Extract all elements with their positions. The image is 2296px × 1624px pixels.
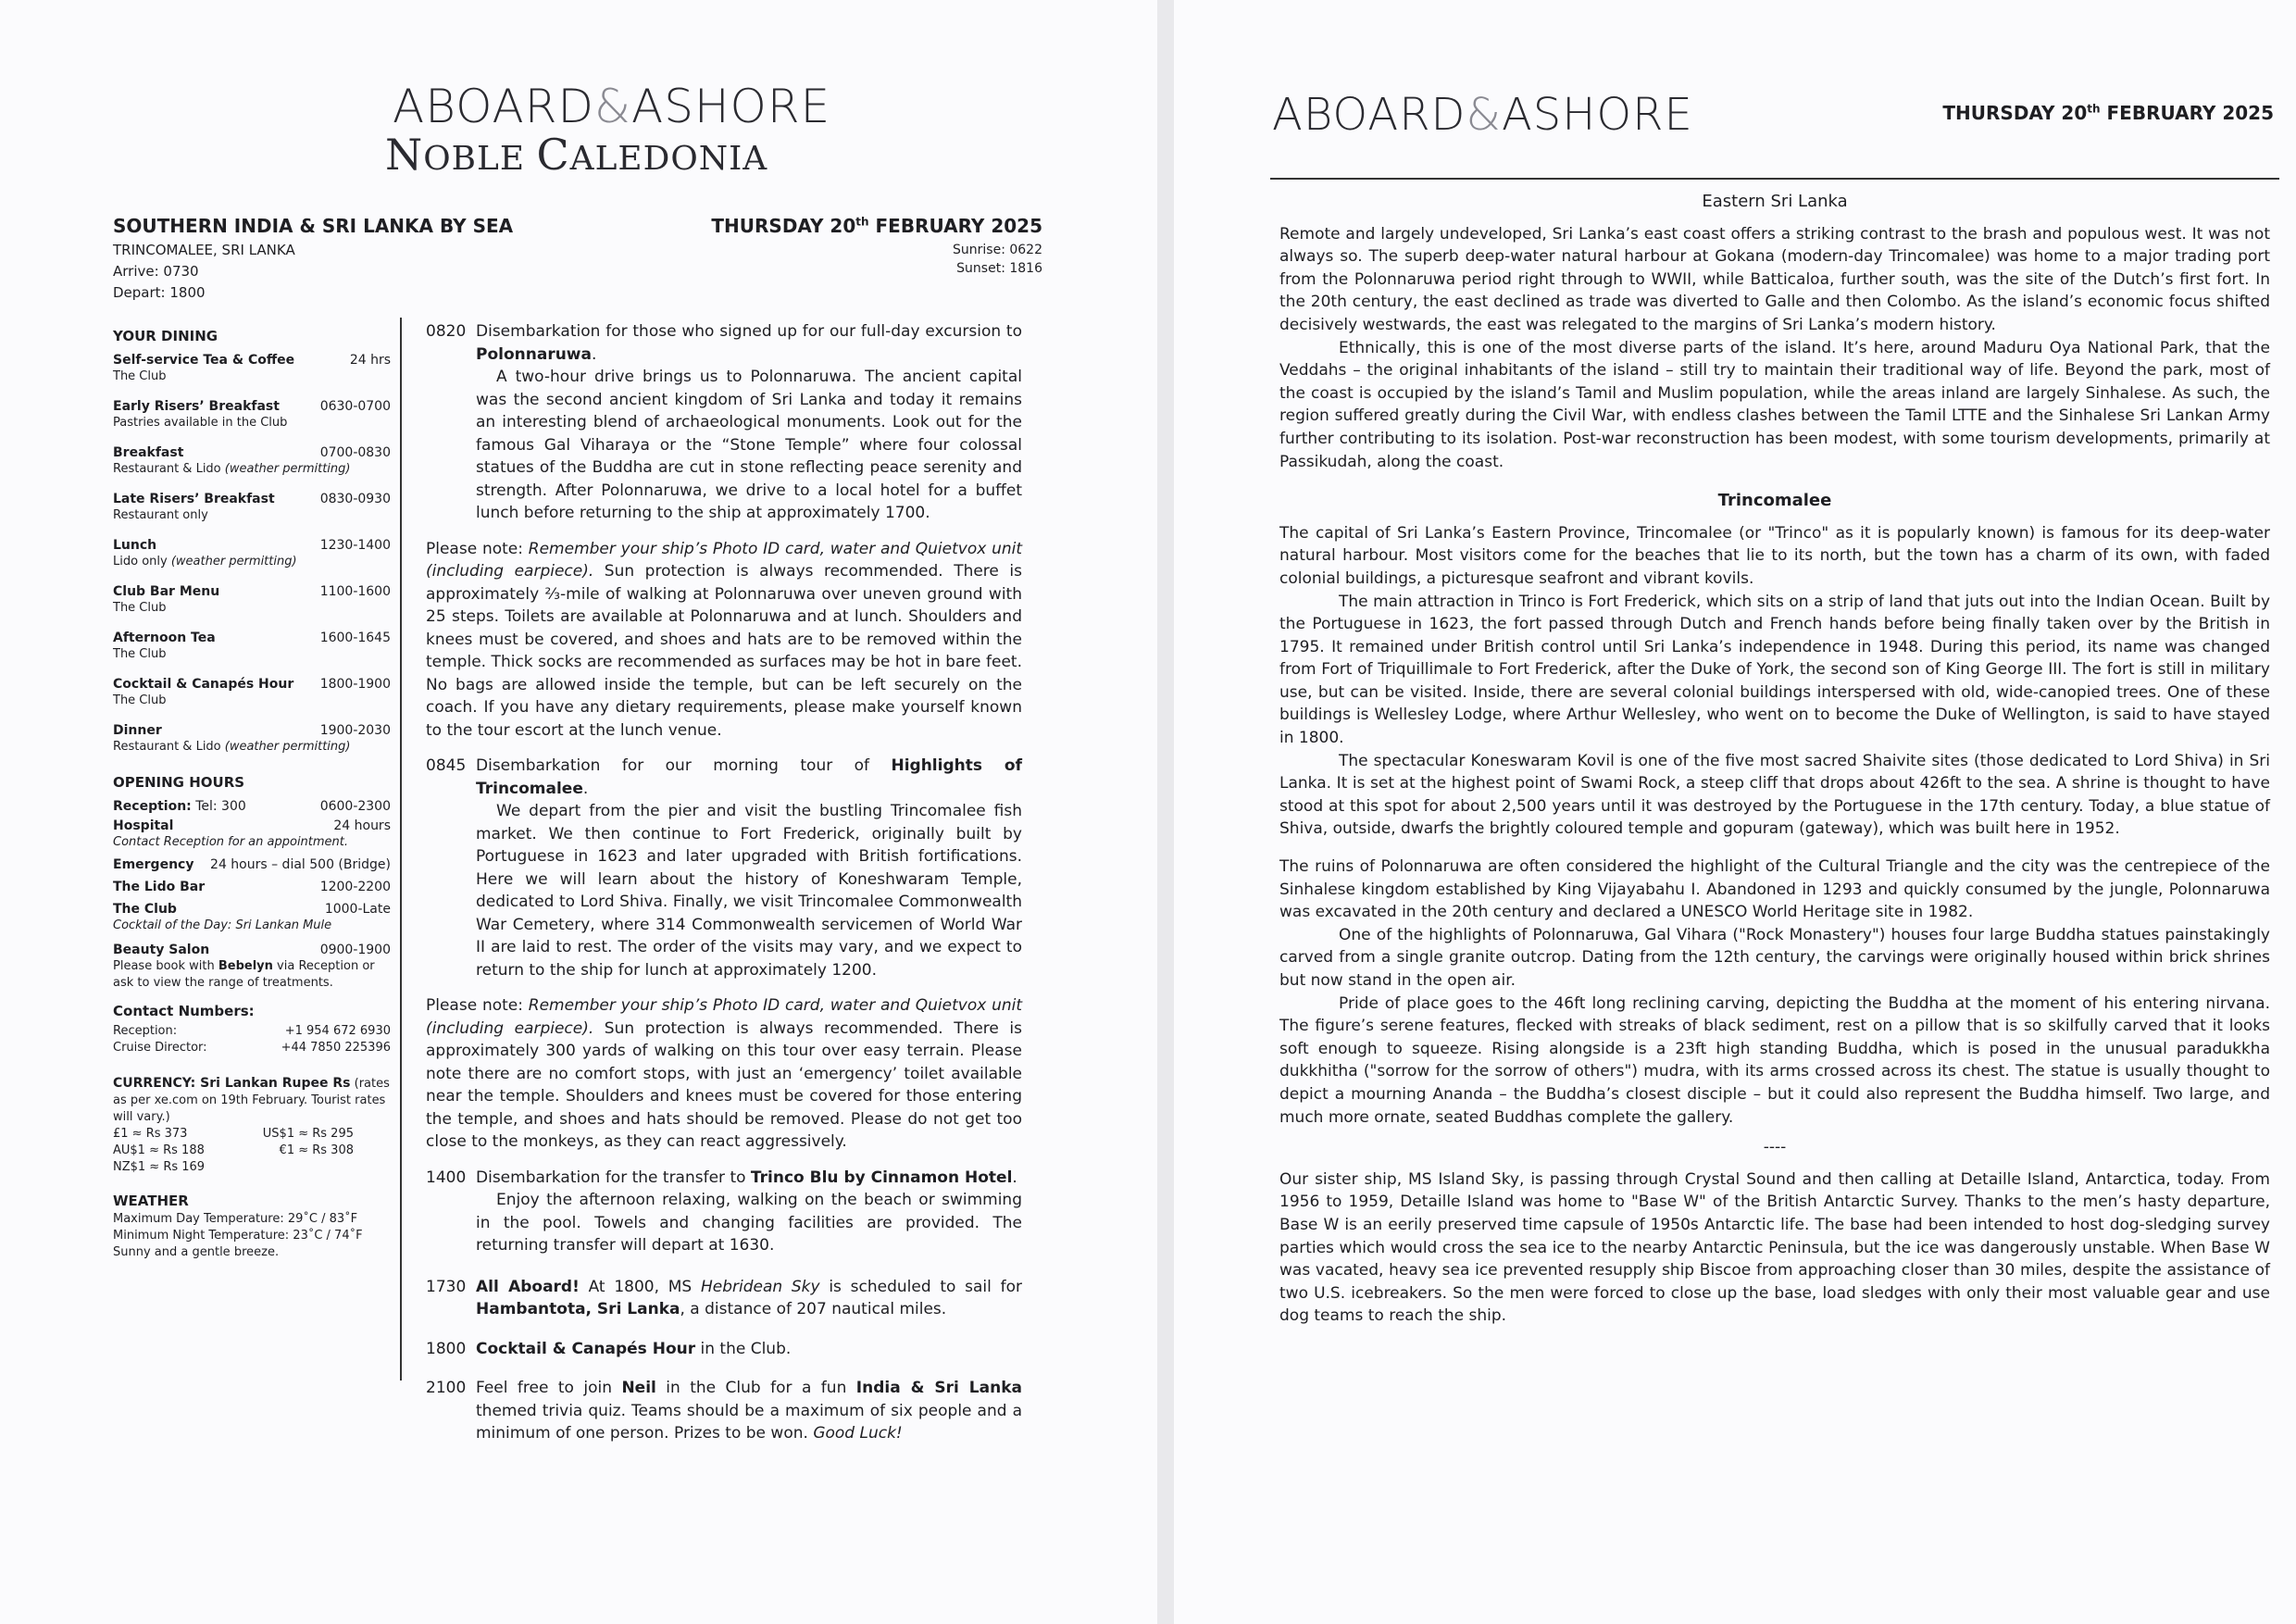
hours-row: [113, 818, 391, 834]
dining-location: Restaurant & Lido: [113, 462, 225, 476]
itinerary-item: [426, 1377, 1022, 1445]
contacts-heading: Contact Numbers:: [113, 1003, 255, 1019]
brand-sub-part: C: [536, 130, 570, 180]
rate-value: €1 ≈ Rs 308: [279, 1143, 354, 1157]
date-text: THURSDAY 20: [1942, 102, 2088, 124]
rate-row: [113, 1159, 354, 1176]
article-paragraph: One of the highlights of Polonnaruwa, Gal Vihara ("Rock Monastery") houses four large Buddha statues painstakingly carved from a single granite outcrop. Dating from the 12th century, the carvings were originally housed within brick shrines but now stand in the open air.: [1279, 925, 2270, 990]
itinerary-highlight: All Aboard!: [476, 1277, 580, 1296]
itinerary-text: Disembarkation for those who signed up for our full-day excursion to: [476, 322, 1022, 341]
note-label: Please note:: [426, 996, 529, 1015]
emergency-time: 24 hours – dial 500 (Bridge): [210, 857, 391, 872]
port-name: TRINCOMALEE, SRI LANKA: [113, 242, 295, 258]
hours-row: [113, 856, 391, 873]
rate-row: [113, 1143, 354, 1159]
itinerary-description: Enjoy the afternoon relaxing, walking on the beach or swimming in the pool. Towels and changing facilities are provided. The returning transfer will depart at 1630.: [476, 1191, 1022, 1255]
hours-label: [113, 798, 246, 815]
rate-value: AU$1 ≈ Rs 188: [113, 1143, 205, 1157]
article-paragraph: The capital of Sri Lanka’s Eastern Province, Trincomalee (or "Trinco" as it is popularly known) is famous for its deep-water natural harbour. Most visitors come for the beaches that lie to its north, but the town has a charm of its own, with faded colonial buildings, a picturesque seafront and vibrant kovils.: [1279, 523, 2270, 588]
dining-name: Self-service Tea & Coffee: [113, 353, 295, 368]
reception-tel: Tel: 300: [191, 799, 246, 814]
dining-name: Club Bar Menu: [113, 584, 220, 599]
hours-row: [113, 798, 391, 815]
date-suffix: th: [2087, 102, 2101, 116]
currency-name: Sri Lankan Rupee Rs: [195, 1076, 351, 1091]
section-heading-trincomalee: Trincomalee: [1717, 491, 1832, 511]
dining-location: Pastries available in the Club: [113, 416, 288, 430]
itinerary-time: 0820: [426, 322, 467, 341]
brand-logo: [393, 80, 830, 133]
brand-word-aboard: ABOARD: [393, 80, 594, 133]
itinerary-item: [426, 320, 1022, 525]
brand-word-aboard: ABOARD: [1272, 89, 1466, 141]
dining-item: [113, 537, 391, 570]
dining-list: [113, 352, 391, 756]
itinerary-body: [476, 1377, 1022, 1445]
dining-item: [113, 352, 391, 385]
salon-label: Beauty Salon: [113, 943, 210, 957]
date-text: THURSDAY 20: [711, 215, 856, 237]
excursion-note: [426, 994, 1022, 1154]
dining-time: 24 hrs: [349, 353, 391, 368]
lido-bar-time: 1200-2200: [319, 880, 391, 894]
itinerary-text: .: [1012, 1168, 1017, 1187]
hospital-note: Contact Reception for an appointment.: [113, 835, 349, 849]
section-heading-eastern-sri-lanka: Eastern Sri Lanka: [1702, 192, 1848, 211]
dining-time: 0700-0830: [319, 445, 391, 460]
rate-value: £1 ≈ Rs 373: [113, 1127, 188, 1141]
dining-item: [113, 491, 391, 524]
dining-location-note: (weather permitting): [224, 740, 351, 754]
dining-time: 1100-1600: [319, 584, 391, 599]
hospital-time: 24 hours: [333, 818, 391, 833]
itinerary-time: 1730: [426, 1277, 467, 1296]
dining-time: 0630-0700: [319, 399, 391, 414]
info-sidebar: [113, 328, 391, 1261]
section-separator: ----: [1763, 1138, 1787, 1157]
itinerary: [426, 320, 1022, 1458]
dining-location: The Club: [113, 601, 167, 615]
itinerary-text: , a distance of 207 nautical miles.: [680, 1300, 947, 1318]
note-text: Sun protection is always recommended. There is approximately ⅔-mile of walking at Polonnaruwa over uneven ground with 25 steps. Toilets are available at Polonnaruwa and at lunch. Shoulders and knees must be covered, and shoes and hats are to be removed within the temple. Thick socks are recommended as surfaces may be hot in bare feet. No bags are allowed inside the temple, but can be left securely on the coach. If you have any dietary requirements, please make yourself known to the tour escort at the lunch venue.: [426, 562, 1022, 740]
itinerary-highlight: Highlights of Trincomalee: [476, 756, 1022, 798]
dining-location-note: (weather permitting): [170, 555, 297, 568]
contact-row: [113, 1023, 391, 1040]
itinerary-highlight: Neil: [621, 1379, 656, 1397]
itinerary-time: 2100: [426, 1379, 467, 1397]
brand-word-ashore: ASHORE: [1501, 89, 1693, 141]
opening-hours: [113, 798, 391, 992]
rate-row: [113, 1126, 354, 1143]
currency-note: (rates as per xe.com on 19th February. Tourist rates will vary.): [113, 1077, 390, 1124]
page-date: [1942, 102, 2274, 124]
dining-heading: YOUR DINING: [113, 328, 218, 344]
date-text: FEBRUARY 2025: [2100, 102, 2274, 124]
dining-location: The Club: [113, 369, 167, 383]
reception-time: 0600-2300: [319, 799, 391, 814]
contact-label: Cruise Director:: [113, 1041, 207, 1055]
itinerary-text: Feel free to join: [476, 1379, 622, 1397]
sun-times: [953, 241, 1042, 278]
reception-label: Reception:: [113, 799, 192, 814]
dining-item: [113, 583, 391, 617]
itinerary-item: [426, 1167, 1022, 1257]
dining-time: 1900-2030: [319, 723, 391, 738]
lido-bar-label: The Lido Bar: [113, 880, 206, 894]
article-paragraph: The main attraction in Trinco is Fort Frederick, which sits on a strip of land that juts out into the Indian Ocean. Built by the Portuguese in 1623, the fort passed through Dutch and French hands before being finally taken over by the British in 1795. It remained under British control until Sri Lanka’s independence in 1948. During this period, its name was changed from Fort of Triquillimale to Fort Frederick, after the Duke of York, the second son of King George III. The fort is still in military use, but can be visited. Inside, there are several colonial buildings interspersed with old, wide-canopied trees. One of these buildings is Wellesley Lodge, where Arthur Wellesley, who went on to become the Duke of Wellington, is said to have stayed in 1800.: [1279, 592, 2270, 748]
itinerary-text: .: [592, 344, 597, 364]
itinerary-highlight: India & Sri Lanka: [855, 1379, 1022, 1397]
dining-time: 1600-1645: [319, 631, 391, 645]
dining-name: Afternoon Tea: [113, 631, 216, 645]
itinerary-body: [476, 1276, 1022, 1321]
itinerary-body: [476, 755, 1022, 981]
sunset-time: Sunset: 1816: [956, 261, 1042, 276]
hours-row: [113, 901, 391, 918]
contact-label: Reception:: [113, 1024, 178, 1038]
sunrise-time: Sunrise: 0622: [953, 243, 1042, 257]
brand-sub-part: N: [385, 130, 424, 180]
article-paragraph: Remote and largely undeveloped, Sri Lanka’s east coast offers a striking contrast to the brash and populous west. It was not always so. The superb deep-water natural harbour at Gokana (modern-day Trincomalee) was home to a major trading port from the Polonnaruwa period right through to WWII, while Batticaloa, further south, was the site of the Dutch’s first fort. In the 20th century, the east declined as trade was diverted to Galle and then Colombo. As the island’s economic focus shifted decisively westwards, the east was relegated to the margins of Sri Lanka’s modern history.: [1279, 224, 2270, 334]
arrive-time: Arrive: 0730: [113, 263, 199, 280]
opening-hours-heading: OPENING HOURS: [113, 774, 245, 791]
salon-note: [113, 958, 391, 992]
column-divider: [400, 318, 402, 1380]
dining-item: [113, 676, 391, 709]
brand-noble-caledonia: [385, 130, 767, 180]
page-date: [711, 215, 1042, 237]
itinerary-text: .: [582, 779, 589, 798]
itinerary-item: [426, 1276, 1022, 1321]
itinerary-highlight: Cocktail & Canapés Hour: [476, 1339, 696, 1358]
dining-time: 0830-0930: [319, 492, 391, 506]
itinerary-highlight: Polonnaruwa: [476, 344, 592, 364]
dining-item: [113, 722, 391, 756]
hospital-label: Hospital: [113, 818, 174, 833]
header-rule: [1270, 178, 2279, 180]
itinerary-highlight: Hambantota, Sri Lanka: [476, 1300, 680, 1318]
dining-location: The Club: [113, 647, 167, 661]
brand-sub-part: OBLE: [423, 140, 537, 178]
date-text: FEBRUARY 2025: [868, 215, 1042, 237]
dining-location: Restaurant only: [113, 508, 208, 522]
weather-description: Sunny and a gentle breeze.: [113, 1245, 280, 1259]
club-label: The Club: [113, 902, 177, 917]
hours-row: [113, 879, 391, 895]
article-paragraph: The ruins of Polonnaruwa are often considered the highlight of the Cultural Triangle and the city was the centrepiece of the Sinhalese kingdom established by King Vijayabahu I. Abandoned in 1293 and quickly consumed by the jungle, Polonnaruwa was excavated in the 20th century and declared a UNESCO World Heritage site in 1982.: [1279, 857, 2270, 922]
salon-stylist: Bebelyn: [218, 959, 273, 973]
right-page: [1174, 0, 2296, 1624]
article-paragraph: The spectacular Koneswaram Kovil is one of the five most sacred Shaivite sites (those dedicated to Lord Shiva) in Sri Lanka. It is set at the highest point of Swami Rock, a steep cliff that drops about 426ft to the sea. A shrine is thought to have stood at this spot for about 2,500 years until it was destroyed by the Portuguese in the 17th century. Today, a blue statue of Shiva, outside, dwarfs the brightly coloured temple and gopuram (gateway), which was built here in 1952.: [1279, 751, 2270, 839]
dining-item: [113, 398, 391, 431]
brand-ampersand: &: [1466, 89, 1502, 141]
itinerary-time: 1400: [426, 1168, 467, 1187]
itinerary-text: Disembarkation for our morning tour of: [476, 756, 892, 775]
depart-time: Depart: 1800: [113, 284, 206, 301]
itinerary-item: [426, 1338, 1022, 1361]
dining-name: Lunch: [113, 538, 157, 553]
dining-name: Cocktail & Canapés Hour: [113, 677, 294, 692]
note-emphasis: Remember your ship’s Photo ID card, water and Quietvox unit (including earpiece).: [426, 539, 1023, 581]
salon-note-text: Please book with: [113, 959, 218, 973]
note-label: Please note:: [426, 539, 529, 558]
dining-location: Lido only: [113, 555, 171, 568]
brand-logo: [1272, 89, 1693, 141]
emergency-label: Emergency: [113, 857, 194, 872]
itinerary-text: Disembarkation for the transfer to: [476, 1168, 751, 1187]
brand-ampersand: &: [594, 80, 631, 133]
itinerary-body: [476, 1338, 1022, 1361]
dining-time: 1230-1400: [319, 538, 391, 553]
itinerary-text: in the Club for a fun: [655, 1379, 856, 1397]
hours-row: [113, 942, 391, 958]
itinerary-text: in the Club.: [695, 1339, 792, 1358]
dining-time: 1800-1900: [319, 677, 391, 692]
rate-value: NZ$1 ≈ Rs 169: [113, 1160, 206, 1174]
note-emphasis: Remember your ship’s Photo ID card, water and Quietvox unit (including earpiece).: [426, 996, 1023, 1038]
currency-block: [113, 1075, 391, 1126]
currency-label: CURRENCY:: [113, 1076, 196, 1091]
contact-number: +44 7850 225396: [281, 1041, 391, 1055]
contact-row: [113, 1040, 391, 1056]
itinerary-time: 1800: [426, 1339, 467, 1358]
dining-name: Breakfast: [113, 445, 184, 460]
weather-heading: WEATHER: [113, 1193, 189, 1209]
rate-value: US$1 ≈ Rs 295: [262, 1127, 354, 1141]
dining-location: The Club: [113, 693, 167, 707]
dining-location: Restaurant & Lido: [113, 740, 225, 754]
itinerary-text: At 1800, MS: [579, 1277, 701, 1296]
itinerary-description: We depart from the pier and visit the bustling Trincomalee fish market. We then continue to Fort Frederick, originally built by Portuguese in 1623 and later upgraded with British fortifications. Here we will learn about the history of Koneshwaram Temple, dedicated to Lord Shiva. Finally, we visit Trincomalee Commonwealth War Cemetery, where 314 Commonwealth servicemen of World War II are laid to rest. The order of the visits may vary, and we expect to return to the ship for lunch at approximately 1200.: [476, 802, 1022, 980]
weather-max: Maximum Day Temperature: 29˚C / 83˚F: [113, 1212, 358, 1226]
date-suffix: th: [855, 215, 869, 229]
cruise-title: SOUTHERN INDIA & SRI LANKA BY SEA: [113, 215, 514, 237]
port-info: [113, 241, 295, 303]
itinerary-text: themed trivia quiz. Teams should be a maximum of six people and a minimum of one person. Prizes to be won.: [476, 1401, 1022, 1443]
weather-min: Minimum Night Temperature: 23˚C / 74˚F: [113, 1229, 363, 1243]
note-text: Sun protection is always recommended. There is approximately 300 yards of walking on this tour over easy terrain. Please note there are no comfort stops, with just an ‘emergency’ toilet available near the temple. Shoulders and knees must be covered for those entering the temple, and shoes and hats should be removed. Please do not get too close to the monkeys, as they can react aggressively.: [426, 1018, 1022, 1151]
dining-name: Early Risers’ Breakfast: [113, 399, 280, 414]
itinerary-text: is scheduled to sail for: [819, 1277, 1022, 1296]
itinerary-item: [426, 755, 1022, 981]
itinerary-emphasis: Good Luck!: [813, 1424, 903, 1443]
ship-name: Hebridean Sky: [700, 1277, 820, 1296]
article-paragraph: Pride of place goes to the 46ft long reclining carving, depicting the Buddha at the moment of his entering nirvana. The figure’s serene features, flecked with streaks of black sediment, rest on a pillow that is so skilfully carved that it looks soft enough to squeeze. Rising alongside is a 23ft high standing Buddha, which is posed in the unusual paradukkha dukkhitha ("sorrow for the sorrow of others") mudra, with its arms crossed across its chest. The statue is usually thought to depict a mourning Ananda – the Buddha’s closest disciple – but it could also represent the Buddha himself. Two large, and much more ornate, seated Buddhas complete the gallery.: [1279, 993, 2270, 1127]
itinerary-description: A two-hour drive brings us to Polonnaruwa. The ancient capital was the second ancient kingdom of Sri Lanka and today it remains an interesting blend of archaeological monuments. Look out for the famous Gal Viharaya or the “Stone Temple” where four colossal statues of the Buddha are cut in stone reflecting peace serenity and strength. After Polonnaruwa, we drive to a local hotel for a buffet lunch before returning to the ship at approximately 1700.: [476, 368, 1022, 522]
dining-item: [113, 444, 391, 478]
dining-item: [113, 630, 391, 663]
article: [1279, 189, 2270, 1328]
club-time: 1000-Late: [324, 902, 391, 917]
dining-location-note: (weather permitting): [224, 462, 351, 476]
brand-word-ashore: ASHORE: [631, 80, 831, 133]
itinerary-body: [476, 1167, 1022, 1257]
brand-sub-part: ALEDONIA: [569, 140, 768, 178]
itinerary-time: 0845: [426, 756, 467, 775]
exchange-rates: [113, 1126, 354, 1176]
itinerary-highlight: Trinco Blu by Cinnamon Hotel: [750, 1168, 1013, 1187]
salon-note-text: via Reception or ask to view the range of treatments.: [113, 959, 375, 990]
article-paragraph: Our sister ship, MS Island Sky, is passing through Crystal Sound and then calling at Detaille Island, Antarctica, today. From 1956 to 1959, Detaille Island was home to "Base W" of the British Antarctic Survey. Thanks to the men’s hasty departure, Base W is an eerily preserved time capsule of 1950s Antarctic life. The base had been intended to host dog-sledging survey parties which would cross the sea ice to the nearby Antarctic Peninsula, but the ice was dangerously unstable. When Base W was vacated, heavy sea ice prevented resupply ship Biscoe from approaching closer than 30 miles, despite the assistance of two U.S. icebreakers. So the men were forced to close up the base, load sledges with only their most valuable gear and use dog teams to reach the ship.: [1279, 1169, 2270, 1326]
salon-time: 0900-1900: [319, 943, 391, 957]
dining-name: Late Risers’ Breakfast: [113, 492, 275, 506]
itinerary-body: [476, 320, 1022, 525]
club-note: Cocktail of the Day: Sri Lankan Mule: [113, 918, 332, 932]
dining-name: Dinner: [113, 723, 162, 738]
excursion-note: [426, 538, 1022, 743]
article-paragraph: Ethnically, this is one of the most diverse parts of the island. It’s here, around Maduru Oya National Park, that the Veddahs – the original inhabitants of the island – still try to maintain their traditional way of life. Beyond the park, most of the coast is occupied by the island’s Tamil and Muslim population, while the areas inland are largely Sinhalese. As such, the region suffered greatly during the Civil War, with endless clashes between the Tamil LTTE and the Sinhalese Sri Lankan Army further contributing to its isolation. Post-war reconstruction has been modest, with some tourism developments, primarily at Passikudah, along the coast.: [1279, 338, 2270, 471]
contact-number: +1 954 672 6930: [284, 1024, 391, 1038]
